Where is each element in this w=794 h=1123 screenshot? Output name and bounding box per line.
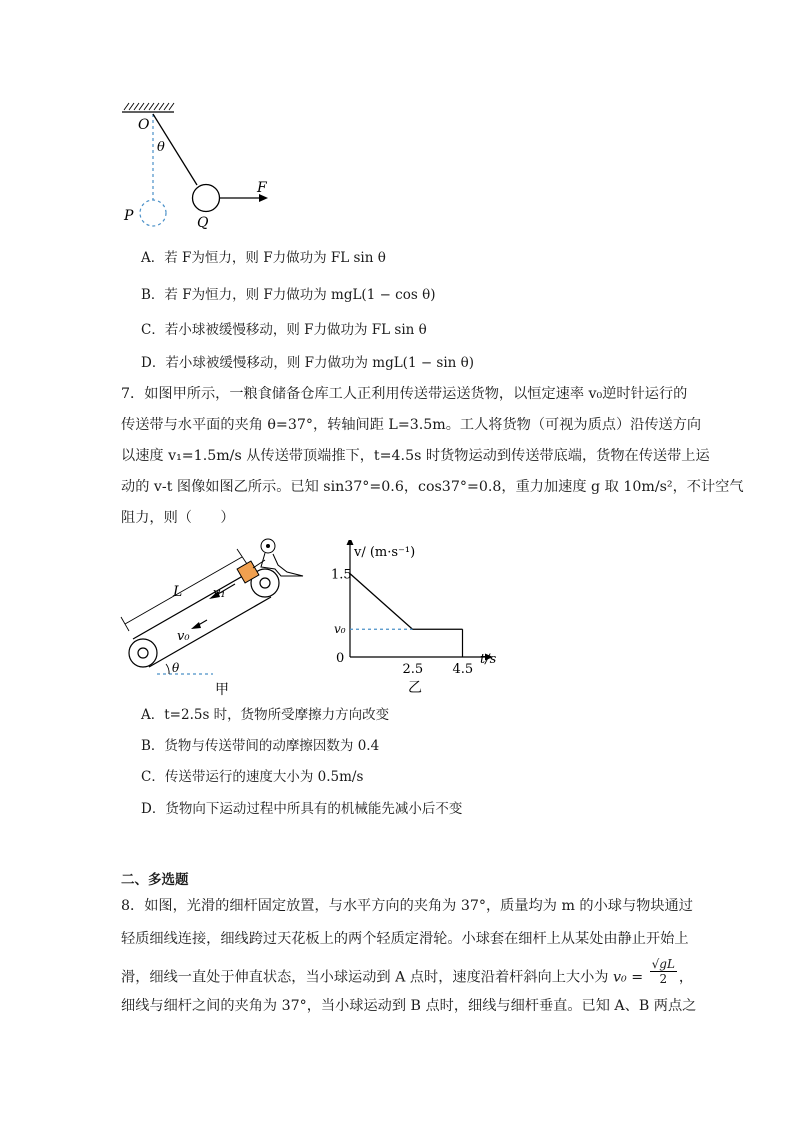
q6-option-a: A．若 F为恒力，则 F力做功为 FL sin θ bbox=[141, 250, 386, 266]
q7-line-1: 7．如图甲所示，一粮食储备仓库工人正利用传送带运送货物，以恒定速率 v₀逆时针运行的 bbox=[121, 386, 688, 402]
label-theta: θ bbox=[157, 140, 165, 155]
q7-line-4: 动的 v-t 图像如图乙所示。已知 sin37°=0.6，cos37°=0.8，重力加速度 g 取 10m/s²，不计空气 bbox=[121, 479, 744, 495]
conveyor-figure bbox=[115, 532, 315, 702]
q8-line-4: 细线与细杆之间的夹角为 37°，当小球运动到 B 点时，细线与细杆垂直。已知 A、B 两点之 bbox=[121, 998, 697, 1014]
x-tick-0: 0 bbox=[336, 651, 345, 666]
series-line bbox=[350, 574, 463, 630]
belt-bottom-line bbox=[149, 597, 271, 667]
q8-line-1: 8．如图，光滑的细杆固定放置，与水平方向的夹角为 37°，质量均为 m 的小球与物块通过 bbox=[121, 898, 693, 914]
caption-jia: 甲 bbox=[215, 682, 229, 698]
label-f: F bbox=[257, 180, 267, 196]
v0-arrow bbox=[191, 622, 201, 629]
q8-line-3-end: ， bbox=[678, 969, 694, 986]
vt-chart bbox=[330, 540, 510, 700]
q7-line-2: 传送带与水平面的夹角 θ=37°，转轴间距 L=3.5m。工人将货物（可视为质点）沿传送方向 bbox=[121, 417, 702, 433]
q6-option-b: B．若 F为恒力，则 F力做功为 mgL(1 − cos θ) bbox=[141, 287, 436, 303]
x-tick-2-5: 2.5 bbox=[402, 662, 424, 677]
q7-option-a: A．t=2.5s 时，货物所受摩擦力方向改变 bbox=[141, 707, 390, 723]
x-axis-label: t/s bbox=[480, 652, 497, 667]
q8-line-2: 轻质细线连接，细线跨过天花板上的两个轻质定滑轮。小球套在细杆上从某处由静止开始上 bbox=[121, 931, 689, 947]
label-theta-jia: θ bbox=[172, 661, 180, 675]
theta-arc bbox=[166, 664, 169, 674]
v0-fraction bbox=[650, 957, 677, 986]
label-p: P bbox=[124, 208, 134, 224]
y-axis-arrow bbox=[347, 540, 354, 545]
fraction-numerator: √gL bbox=[651, 957, 675, 971]
q7-option-d: D．货物向下运动过程中所具有的机械能先减小后不变 bbox=[141, 801, 463, 817]
y-tick-v0: v₀ bbox=[334, 622, 346, 637]
q7-option-c: C．传送带运行的速度大小为 0.5m/s bbox=[141, 769, 364, 785]
label-q: Q bbox=[197, 215, 209, 231]
ball-q bbox=[193, 185, 220, 212]
ceiling-hatch bbox=[124, 103, 174, 110]
q7-line-5: 阻力，则（ ） bbox=[121, 510, 235, 526]
ball-p bbox=[140, 200, 166, 226]
q8-line-3 bbox=[121, 957, 694, 992]
label-v0: v₀ bbox=[177, 629, 190, 644]
caption-yi: 乙 bbox=[408, 680, 422, 696]
label-l: L bbox=[173, 584, 183, 600]
y-axis-label: v/ (m·s⁻¹) bbox=[354, 545, 416, 560]
chart-marks bbox=[350, 574, 463, 657]
q6-option-d: D．若小球被缓慢移动，则 F力做功为 mgL(1 − sin θ) bbox=[141, 355, 475, 371]
q8-line-3-text: 滑，细线一直处于伸直状态，当小球运动到 A 点时，速度沿着杆斜向上大小为 bbox=[121, 969, 609, 986]
section-title: 二、多选题 bbox=[121, 872, 189, 888]
q6-option-c: C．若小球被缓慢移动，则 F力做功为 FL sin θ bbox=[141, 322, 427, 338]
label-o: O bbox=[138, 117, 150, 133]
x-tick-4-5: 4.5 bbox=[452, 662, 474, 677]
pendulum-figure bbox=[112, 100, 282, 235]
label-v1: v₁ bbox=[213, 586, 226, 601]
v0-equation: v₀ = bbox=[612, 969, 644, 986]
bottom-roller bbox=[129, 639, 157, 667]
fraction-denominator: 2 bbox=[659, 972, 668, 986]
q7-line-3: 以速度 v₁=1.5m/s 从传送带顶端推下，t=4.5s 时货物运动到传送带底端，货物在传送带上运 bbox=[121, 448, 710, 464]
q7-option-b: B．货物与传送带间的动摩擦因数为 0.4 bbox=[141, 738, 380, 754]
y-tick-1-5: 1.5 bbox=[331, 567, 352, 583]
